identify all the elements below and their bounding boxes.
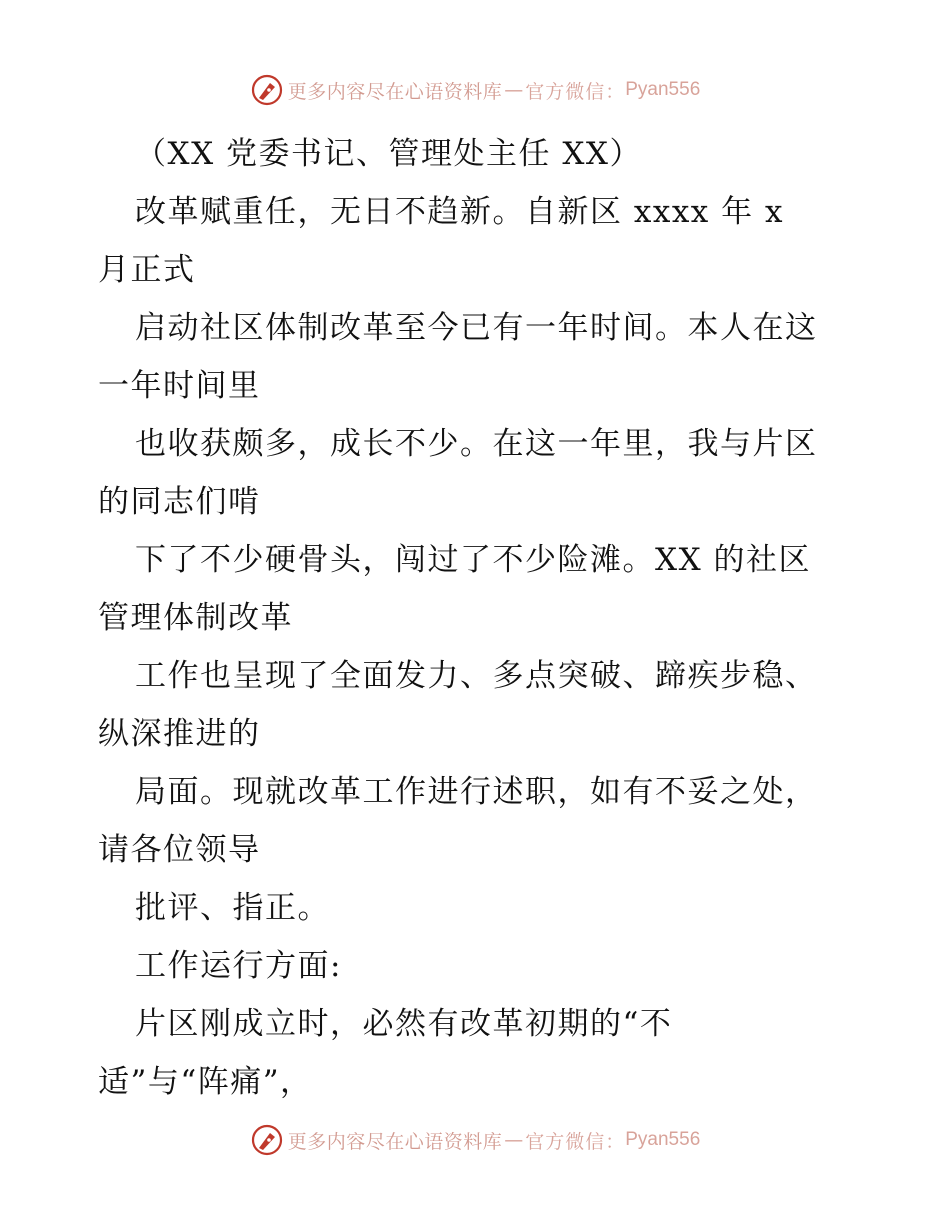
watermark-dash: — — [504, 79, 524, 101]
doc-line-section-heading: 工作运行方面: — [135, 948, 342, 984]
watermark-sub-text: 官方微信： — [525, 80, 626, 103]
watermark-main-text: 更多内容尽在心语资料库 — [287, 1130, 503, 1153]
doc-line: 启动社区体制改革至今已有一年时间。本人在这 — [135, 310, 818, 346]
watermark-main-text: 更多内容尽在心语资料库 — [287, 80, 503, 103]
watermark-wechat-id: Pyan556 — [625, 1129, 701, 1150]
doc-line: 片区刚成立时，必然有改革初期的“不 — [135, 1006, 673, 1042]
doc-line: 也收获颇多，成长不少。在这一年里，我与片区 — [135, 426, 818, 462]
doc-line: 下了不少硬骨头，闯过了不少险滩。XX 的社区 — [135, 542, 811, 578]
doc-line: 改革赋重任，无日不趋新。自新区 xxxx 年 x — [135, 194, 784, 230]
watermark-sub-text: 官方微信： — [525, 1130, 626, 1153]
watermark-dash: — — [504, 1129, 524, 1151]
doc-line: 局面。现就改革工作进行述职，如有不妥之处， — [135, 774, 818, 810]
doc-line: 一年时间里 — [98, 368, 261, 404]
watermark-wechat-id: Pyan556 — [625, 79, 701, 100]
pen-nib-logo-icon — [250, 1123, 284, 1157]
doc-line: 管理体制改革 — [98, 600, 293, 636]
doc-line: 批评、指正。 — [135, 890, 330, 926]
header-watermark — [0, 70, 950, 110]
doc-line: 月正式 — [98, 252, 196, 288]
doc-line: 适”与“阵痛”， — [98, 1064, 313, 1100]
doc-line: 的同志们啃 — [98, 484, 261, 520]
doc-line: 纵深推进的 — [98, 716, 261, 752]
doc-line: 请各位领导 — [98, 832, 261, 868]
document-body — [98, 125, 868, 1111]
doc-line: 工作也呈现了全面发力、多点突破、蹄疾步稳、 — [135, 658, 818, 694]
pen-nib-logo-icon — [250, 73, 284, 107]
footer-watermark — [0, 1120, 950, 1160]
doc-line-author: （XX 党委书记、管理处主任 XX） — [135, 136, 642, 172]
